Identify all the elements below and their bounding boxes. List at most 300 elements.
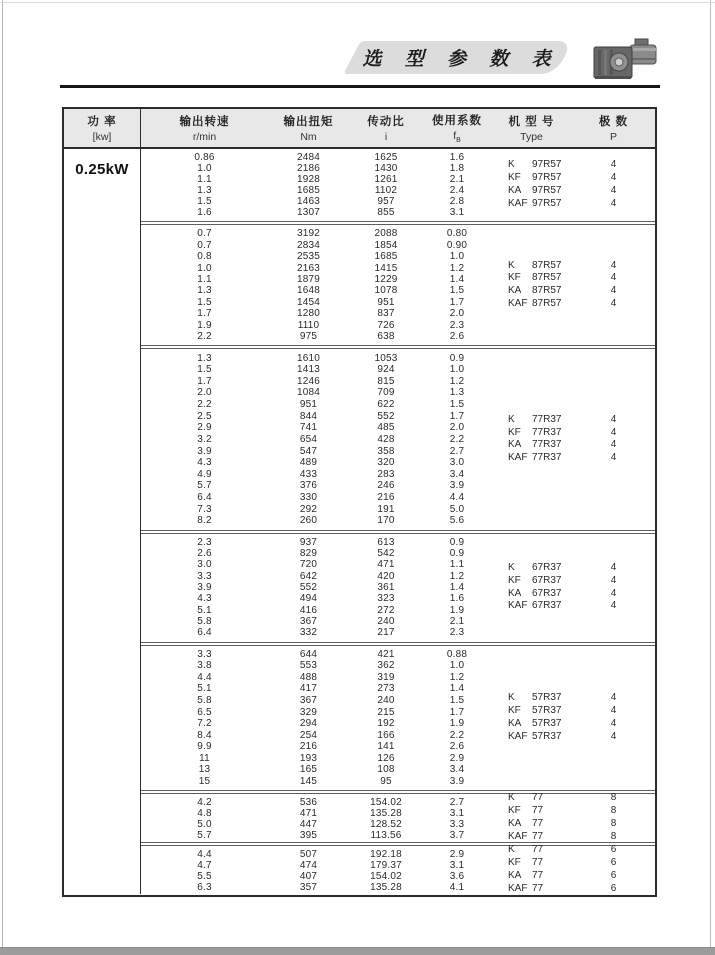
cell-torque: 951 <box>299 399 318 411</box>
cell-fb: 3.1 <box>449 207 465 219</box>
model-poles: 4 <box>610 426 617 438</box>
model-type-prefix: KAF <box>508 600 528 612</box>
header-power-unit: [kw] <box>92 131 112 143</box>
cell-fb: 2.9 <box>449 848 465 860</box>
cell-fb: 0.9 <box>449 548 465 560</box>
model-type <box>491 818 572 831</box>
cell-ratio: 154.02 <box>370 796 402 808</box>
model-type-size: 67R37 <box>532 562 562 573</box>
model-type-prefix: KA <box>508 439 522 451</box>
data-block <box>141 225 655 345</box>
cell-torque: 2535 <box>296 251 321 263</box>
cell-torque: 367 <box>299 616 318 628</box>
model-poles: 4 <box>610 159 617 171</box>
cell-fb: 3.9 <box>449 775 465 787</box>
model-type-size: 67R37 <box>532 574 562 586</box>
model-poles: 4 <box>610 285 617 297</box>
cell-speed: 0.7 <box>197 239 212 251</box>
cell-ratio: 1625 <box>374 152 398 163</box>
cell-ratio: 421 <box>377 648 395 660</box>
model-type-size: 57R37 <box>532 692 562 704</box>
cell-speed: 1.5 <box>197 196 212 208</box>
model-type-prefix: KF <box>508 574 521 586</box>
cell-ratio: 141 <box>377 741 395 753</box>
model-type-prefix: KA <box>508 817 522 829</box>
model-poles: 6 <box>610 869 617 881</box>
cell-torque: 294 <box>299 718 318 730</box>
cell-ratio: 1430 <box>374 163 398 175</box>
cell-torque: 376 <box>299 480 318 492</box>
model-type <box>491 198 572 211</box>
cell-torque: 433 <box>299 468 318 480</box>
cell-torque: 471 <box>299 807 318 819</box>
cell-ratio: 552 <box>377 410 395 422</box>
cell-ratio: 362 <box>377 660 395 672</box>
model-type-size: 77 <box>532 817 544 829</box>
cell-fb: 3.4 <box>449 468 465 480</box>
cell-fb: 3.1 <box>449 859 465 871</box>
cell-speed: 2.5 <box>197 410 212 422</box>
model-poles: 4 <box>610 197 617 209</box>
power-value: 0.25kW <box>75 161 129 178</box>
cell-speed: 15 <box>198 775 211 787</box>
cell-torque: 937 <box>299 536 318 548</box>
cell-fb: 1.0 <box>449 251 465 263</box>
cell-speed: 1.3 <box>197 352 212 364</box>
model-type <box>491 185 572 198</box>
model-type-prefix: KA <box>508 869 522 881</box>
model-type <box>491 792 572 805</box>
cell-ratio: 128.52 <box>370 818 402 830</box>
data-block <box>141 646 655 790</box>
cell-speed: 1.7 <box>197 375 212 387</box>
cell-ratio: 179.37 <box>370 859 402 871</box>
cell-fb: 4.4 <box>449 491 465 503</box>
cell-torque: 1610 <box>296 352 321 364</box>
cell-speed: 4.4 <box>197 848 212 860</box>
header-torque-unit: Nm <box>300 131 317 143</box>
cell-ratio: 283 <box>377 468 395 480</box>
model-list <box>491 646 655 790</box>
cell-fb: 1.4 <box>449 582 465 594</box>
cell-speed: 3.8 <box>197 660 212 672</box>
cell-ratio: 837 <box>377 308 395 320</box>
cell-ratio: 485 <box>377 422 395 434</box>
model-list <box>491 149 655 221</box>
cell-ratio: 638 <box>377 331 395 343</box>
cell-torque: 165 <box>299 764 318 776</box>
model-type <box>491 718 572 731</box>
data-block <box>141 149 655 221</box>
model-type-prefix: K <box>508 562 515 573</box>
value-grid <box>141 225 491 345</box>
cell-fb: 1.5 <box>449 694 465 706</box>
cell-torque: 489 <box>299 457 318 469</box>
cell-speed: 2.2 <box>197 331 212 343</box>
cell-ratio: 2088 <box>374 228 398 240</box>
cell-torque: 547 <box>299 445 318 457</box>
cell-ratio: 358 <box>377 445 395 457</box>
cell-torque: 741 <box>299 422 318 434</box>
model-row <box>491 159 655 172</box>
model-list <box>491 534 655 642</box>
model-poles: 8 <box>610 805 617 817</box>
cell-ratio: 1415 <box>374 262 398 274</box>
cell-fb: 1.7 <box>449 706 465 718</box>
header-speed-zh: 输出转速 <box>179 116 230 128</box>
model-type-size: 97R57 <box>532 172 562 184</box>
model-poles: 4 <box>610 172 617 184</box>
cell-speed: 4.7 <box>197 859 212 871</box>
cell-speed: 3.9 <box>197 445 212 457</box>
cell-ratio: 217 <box>377 627 395 639</box>
page-edge-top <box>0 2 715 3</box>
cell-fb: 1.4 <box>449 683 465 695</box>
cell-fb: 2.0 <box>449 308 465 320</box>
header-model <box>491 109 572 147</box>
cell-fb: 0.9 <box>449 352 465 364</box>
cell-fb: 1.0 <box>449 364 465 376</box>
cell-torque: 1280 <box>296 308 321 320</box>
cell-ratio: 1229 <box>374 273 398 285</box>
cell-torque: 654 <box>299 433 318 445</box>
model-poles: 4 <box>610 413 617 425</box>
model-row <box>491 575 655 588</box>
cell-torque: 2186 <box>296 163 321 175</box>
cell-ratio: 855 <box>377 207 395 219</box>
model-type-prefix: KAF <box>508 297 528 309</box>
cell-ratio: 361 <box>377 582 395 594</box>
cell-speed: 1.0 <box>197 163 212 175</box>
header-power <box>64 109 141 147</box>
cell-fb: 2.3 <box>449 627 465 639</box>
cell-fb: 2.4 <box>449 185 465 197</box>
model-type <box>491 298 572 311</box>
header-model-en: Type <box>520 131 543 143</box>
cell-speed: 6.4 <box>197 491 212 503</box>
header-power-zh: 功 率 <box>87 116 117 128</box>
cell-speed: 4.2 <box>197 796 212 808</box>
header-torque-zh: 输出扭矩 <box>283 116 334 128</box>
cell-speed: 0.7 <box>197 228 212 240</box>
header-ratio <box>349 109 423 147</box>
header-service-factor <box>423 109 491 147</box>
model-type-size: 77 <box>532 869 544 881</box>
cell-speed: 5.8 <box>197 616 212 628</box>
cell-torque: 416 <box>299 604 318 616</box>
model-poles: 4 <box>610 574 617 586</box>
cell-torque: 488 <box>299 671 318 683</box>
cell-fb: 2.1 <box>449 616 465 628</box>
header-ratio-zh: 传动比 <box>367 116 405 128</box>
cell-ratio: 170 <box>377 515 395 527</box>
cell-fb: 1.7 <box>449 296 465 308</box>
cell-fb: 0.88 <box>446 648 468 660</box>
cell-ratio: 216 <box>377 491 395 503</box>
cell-fb: 2.7 <box>449 445 465 457</box>
model-row <box>491 805 655 818</box>
cell-torque: 254 <box>299 729 318 741</box>
model-type <box>491 414 572 427</box>
cell-torque: 1928 <box>296 174 321 186</box>
model-poles: 4 <box>610 439 617 451</box>
cell-ratio: 192.18 <box>370 848 402 860</box>
model-type <box>491 731 572 744</box>
model-poles: 8 <box>610 817 617 829</box>
cell-speed: 6.5 <box>197 706 212 718</box>
cell-speed: 4.4 <box>197 671 212 683</box>
cell-ratio: 613 <box>377 536 395 548</box>
cell-torque: 1463 <box>296 196 321 208</box>
model-type-size: 77 <box>532 844 544 856</box>
cell-ratio: 542 <box>377 548 395 560</box>
cell-torque: 1648 <box>296 285 321 297</box>
cell-torque: 367 <box>299 694 318 706</box>
value-grid <box>141 646 491 790</box>
page-title: 选 型 参 数 表 <box>362 49 560 70</box>
cell-fb: 0.80 <box>446 228 468 240</box>
cell-fb: 0.90 <box>446 239 468 251</box>
cell-fb: 1.2 <box>449 671 465 683</box>
value-grid <box>141 149 491 221</box>
header-poles <box>572 109 655 147</box>
cell-speed: 11 <box>199 752 210 764</box>
model-poles: 4 <box>610 730 617 742</box>
model-type-prefix: KAF <box>508 730 528 742</box>
model-row <box>491 414 655 427</box>
cell-speed: 8.4 <box>197 729 212 741</box>
model-type-prefix: KAF <box>508 882 528 894</box>
model-type-prefix: K <box>508 159 515 171</box>
value-grid <box>141 846 491 894</box>
cell-torque: 1084 <box>296 387 321 399</box>
cell-torque: 330 <box>299 491 318 503</box>
cell-fb: 1.2 <box>449 262 465 274</box>
model-type-size: 77R37 <box>532 439 562 451</box>
data-block <box>141 349 655 529</box>
cell-speed: 2.9 <box>197 422 212 434</box>
table-blocks <box>141 149 655 894</box>
cell-torque: 145 <box>299 775 318 787</box>
model-type <box>491 452 572 465</box>
cell-fb: 2.2 <box>449 729 465 741</box>
cell-speed: 2.2 <box>197 399 212 411</box>
model-type-size: 67R37 <box>532 587 562 599</box>
cell-ratio: 113.56 <box>370 829 402 841</box>
cell-ratio: 154.02 <box>370 870 402 882</box>
value-grid <box>141 794 491 842</box>
cell-ratio: 1854 <box>374 239 398 251</box>
cell-torque: 1879 <box>296 273 321 285</box>
model-poles: 4 <box>610 562 617 573</box>
cell-speed: 13 <box>198 764 211 776</box>
header-service-factor-symbol: $f_B$ <box>453 129 461 145</box>
cell-torque: 642 <box>299 570 318 582</box>
cell-fb: 3.3 <box>449 818 465 830</box>
model-type-prefix: KA <box>508 285 522 297</box>
cell-speed: 4.3 <box>197 457 212 469</box>
model-type <box>491 844 572 857</box>
model-row <box>491 298 655 311</box>
model-type <box>491 692 572 705</box>
model-type <box>491 575 572 588</box>
cell-fb: 1.0 <box>449 660 465 672</box>
model-list <box>491 225 655 345</box>
cell-speed: 7.3 <box>197 503 212 515</box>
model-row <box>491 844 655 857</box>
cell-ratio: 471 <box>377 559 395 571</box>
cell-speed: 1.9 <box>197 319 212 331</box>
cell-fb: 1.8 <box>449 163 465 175</box>
model-row <box>491 172 655 185</box>
cell-fb: 1.6 <box>449 152 465 163</box>
cell-torque: 2834 <box>296 239 321 251</box>
cell-fb: 2.7 <box>449 796 465 808</box>
model-type-size: 77R37 <box>532 426 562 438</box>
cell-speed: 1.5 <box>197 364 212 376</box>
cell-ratio: 246 <box>377 480 395 492</box>
cell-ratio: 215 <box>377 706 395 718</box>
model-type <box>491 805 572 818</box>
cell-speed: 2.0 <box>197 387 212 399</box>
cell-fb: 1.2 <box>449 570 465 582</box>
model-poles: 4 <box>610 297 617 309</box>
cell-speed: 4.8 <box>197 807 212 819</box>
model-list <box>491 846 655 894</box>
cell-ratio: 192 <box>377 718 395 730</box>
cell-fb: 2.0 <box>449 422 465 434</box>
cell-fb: 2.8 <box>449 196 465 208</box>
model-row <box>491 427 655 440</box>
cell-fb: 3.7 <box>449 829 465 841</box>
cell-fb: 1.1 <box>449 559 465 571</box>
cell-ratio: 135.28 <box>370 807 402 819</box>
model-row <box>491 692 655 705</box>
cell-ratio: 272 <box>377 604 395 616</box>
model-type-prefix: K <box>508 413 515 425</box>
data-block <box>141 846 655 894</box>
model-poles: 4 <box>610 259 617 271</box>
model-type-size: 77 <box>532 792 544 804</box>
model-type <box>491 600 572 613</box>
cell-ratio: 951 <box>377 296 395 308</box>
model-row <box>491 883 655 896</box>
model-type <box>491 427 572 440</box>
cell-fb: 0.9 <box>449 536 465 548</box>
model-type <box>491 159 572 172</box>
model-type <box>491 172 572 185</box>
cell-fb: 3.1 <box>449 807 465 819</box>
model-type-size: 87R57 <box>532 285 562 297</box>
cell-fb: 3.0 <box>449 457 465 469</box>
model-type-size: 87R57 <box>532 259 562 271</box>
model-row <box>491 718 655 731</box>
gearmotor-photo <box>586 36 662 84</box>
model-poles: 6 <box>610 857 617 869</box>
cell-ratio: 1078 <box>374 285 398 297</box>
model-row <box>491 792 655 805</box>
cell-speed: 1.1 <box>197 273 212 285</box>
model-type-prefix: KF <box>508 704 521 716</box>
model-row <box>491 588 655 601</box>
cell-torque: 552 <box>299 582 318 594</box>
cell-torque: 474 <box>299 859 318 871</box>
model-type-size: 67R37 <box>532 600 562 612</box>
page-edge-left <box>2 0 3 955</box>
cell-torque: 494 <box>299 593 318 605</box>
model-type <box>491 272 572 285</box>
model-poles: 8 <box>610 792 617 804</box>
cell-ratio: 1685 <box>374 251 398 263</box>
cell-ratio: 320 <box>377 457 395 469</box>
cell-fb: 1.5 <box>449 399 465 411</box>
model-type-prefix: KF <box>508 426 521 438</box>
model-type-size: 87R57 <box>532 272 562 284</box>
cell-ratio: 709 <box>377 387 395 399</box>
cell-speed: 4.9 <box>197 468 212 480</box>
model-type-prefix: KAF <box>508 197 528 209</box>
cell-ratio: 323 <box>377 593 395 605</box>
model-type <box>491 883 572 896</box>
table-body <box>64 149 655 894</box>
cell-torque: 536 <box>299 796 318 808</box>
cell-ratio: 240 <box>377 694 395 706</box>
cell-fb: 1.4 <box>449 273 465 285</box>
cell-torque: 2163 <box>296 262 321 274</box>
cell-torque: 975 <box>299 331 318 343</box>
model-type-prefix: KA <box>508 717 522 729</box>
model-type-prefix: K <box>508 692 515 704</box>
model-poles: 4 <box>610 600 617 612</box>
model-type-prefix: KF <box>508 805 521 817</box>
cell-fb: 2.3 <box>449 319 465 331</box>
cell-ratio: 420 <box>377 570 395 582</box>
cell-speed: 5.5 <box>197 870 212 882</box>
value-grid <box>141 349 491 529</box>
cell-fb: 1.2 <box>449 375 465 387</box>
cell-fb: 3.9 <box>449 480 465 492</box>
cell-ratio: 319 <box>377 671 395 683</box>
cell-speed: 3.2 <box>197 433 212 445</box>
model-type-size: 57R37 <box>532 717 562 729</box>
model-row <box>491 705 655 718</box>
cell-ratio: 428 <box>377 433 395 445</box>
cell-speed: 6.4 <box>197 627 212 639</box>
cell-speed: 7.2 <box>197 718 212 730</box>
page-edge-right <box>710 0 711 955</box>
cell-torque: 2484 <box>296 152 321 163</box>
model-type-prefix: KAF <box>508 452 528 464</box>
cell-ratio: 135.28 <box>370 881 402 893</box>
cell-speed: 5.8 <box>197 694 212 706</box>
cell-torque: 644 <box>299 648 318 660</box>
cell-speed: 2.6 <box>197 548 212 560</box>
cell-speed: 1.7 <box>197 308 212 320</box>
model-poles: 6 <box>610 844 617 856</box>
cell-ratio: 166 <box>377 729 395 741</box>
cell-ratio: 273 <box>377 683 395 695</box>
model-row <box>491 731 655 744</box>
model-type-size: 57R37 <box>532 704 562 716</box>
cell-torque: 407 <box>299 870 318 882</box>
cell-speed: 6.3 <box>197 881 212 893</box>
model-row <box>491 185 655 198</box>
cell-fb: 1.9 <box>449 718 465 730</box>
power-column <box>64 149 141 894</box>
model-poles: 4 <box>610 185 617 197</box>
model-type-size: 87R57 <box>532 297 562 309</box>
cell-fb: 1.7 <box>449 410 465 422</box>
